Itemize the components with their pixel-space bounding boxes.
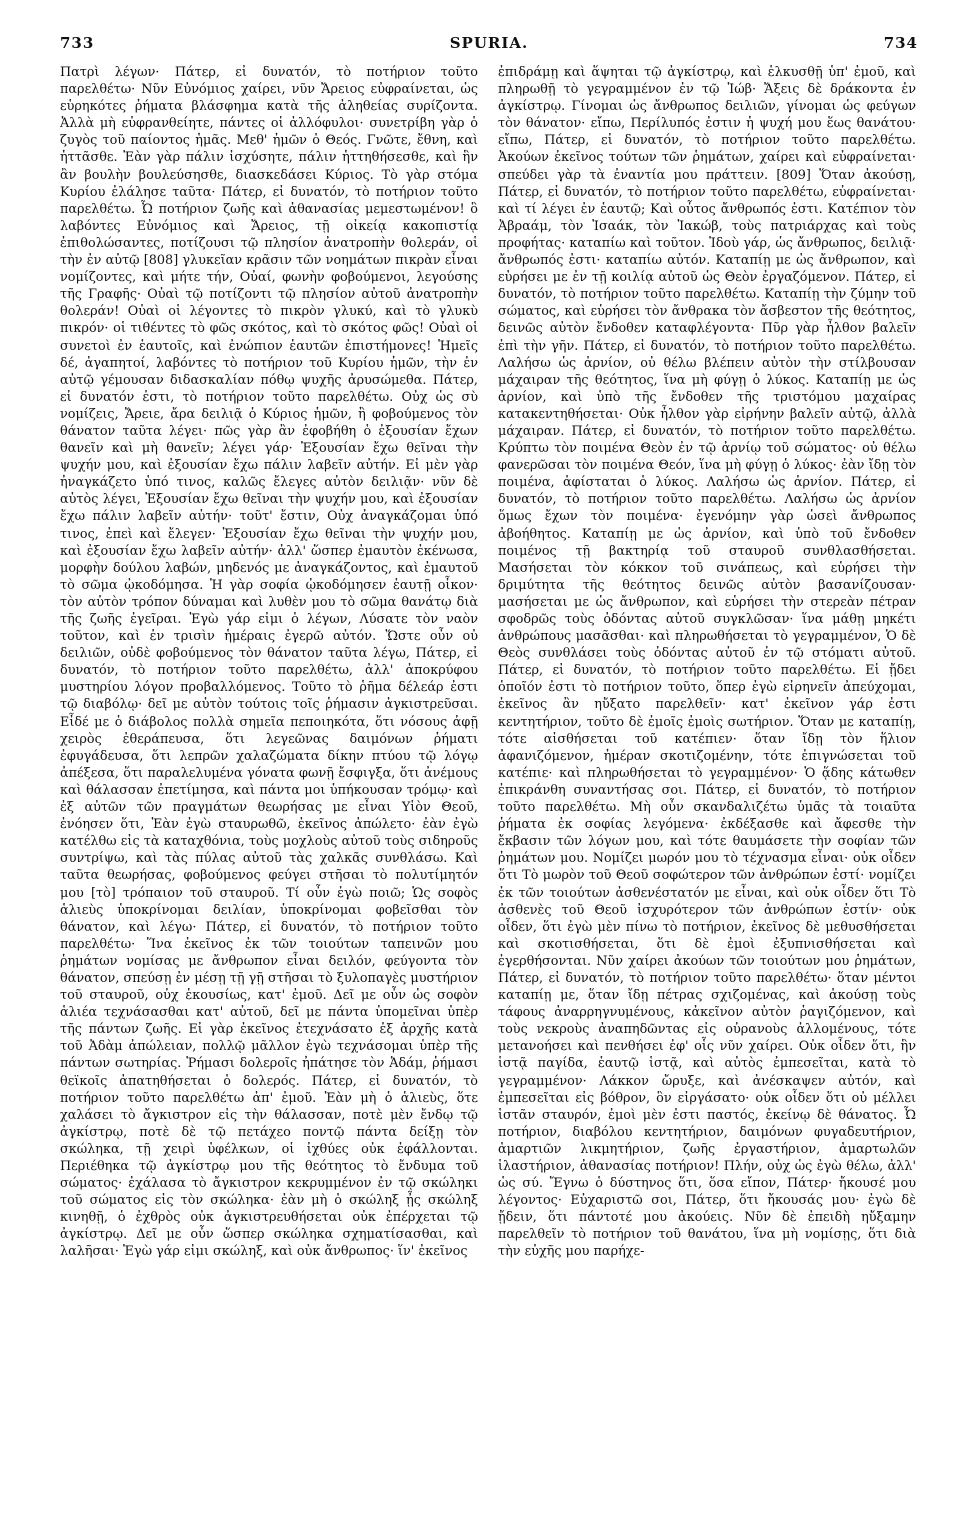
right-column-text: ἐπιδράμῃ καὶ ἅψηται τῷ ἀγκίστρῳ, καὶ ἑλκυσθῇ ὑπ' ἐμοῦ, καὶ πληρωθῇ τὸ γεγραμμένον ἐν τῷ Ἰώβ· Ἄξεις δὲ δράκοντα ἐν ἀγκίστρῳ. Γίνομαι ὡς ἄνθρωπος δειλιῶν, γίνομαι ὡς φεύγων τὸν θάνατον· εἴπω, Περίλυπός ἐστιν ἡ ψυχή μου ἕως θανάτου· εἴπω, Πάτερ, εἰ δυνατόν, τὸ ποτήριον τοῦτο παρελθέτω. Ἀκούων ἐκεῖνος τούτων τῶν ῥημάτων, χαίρει καὶ εὐφραίνεται· σπεύδει γὰρ τὰ ἐναντία μου πράττειν. [809] Ὅταν ἀκούσῃ, Πάτερ, εἰ δυνατόν, τὸ ποτήριον τοῦτο παρελθέτω, εὐφραίνεται· καὶ τί λέγει ἐν ἑαυτῷ; Καὶ οὗτος ἄνθρωπός ἐστι. Κατέπιον τὸν Ἀβραάμ, τὸν Ἰσαάκ, τὸν Ἰακώβ, τοὺς πατριάρχας καὶ τοὺς προφήτας· καταπίω καὶ τοῦτον. Ἰδοὺ γάρ, ὡς ἄνθρωπος, δειλιᾷ· ἄνθρωπός ἐστι· καταπίω αὐτόν. Καταπίῃ με ὡς ἄνθρωπον, καὶ εὑρήσει με ἐν τῇ κοιλίᾳ αὐτοῦ ὡς Θεὸν ἐργαζόμενον. Πάτερ, εἰ δυνατόν, τὸ ποτήριον τοῦτο παρελθέτω. Καταπίῃ τὴν ζύμην τοῦ σώματος, καὶ εὑρήσει τὸν ἄνθρακα τὸν ἄσβεστον τῆς θεότητος, δεινῶς αὐτὸν ἔνδοθεν καταφλέγοντα· Πῦρ γὰρ ἦλθον βαλεῖν ἐπὶ τὴν γῆν. Πάτερ, εἰ δυνατόν, τὸ ποτήριον τοῦτο παρελθέτω. Λαλήσω ὡς ἀρνίον, οὐ θέλω βλέπειν αὐτὸν τὴν στίλβουσαν μάχαιραν τῆς θεότητος, ἵνα μὴ φύγῃ ὁ λύκος. Καταπίῃ με ὡς ἀρνίον, καὶ ὑπὸ τῆς ἔνδοθεν τῆς τριστόμου μαχαίρας κατακεντηθήσεται· Οὐκ ἦλθον γὰρ εἰρήνην βαλεῖν αὐτῷ, ἀλλὰ μάχαιραν. Πάτερ, εἰ δυνατόν, τὸ ποτήριον τοῦτο παρελθέτω. Κρύπτω τὸν ποιμένα Θεὸν ἐν τῷ ἀρνίῳ τοῦ σώματος· οὐ θέλω φανερῶσαι τὸν ποιμένα Θεόν, ἵνα μὴ φύγῃ ὁ λύκος· ἐὰν ἴδῃ τὸν ποιμένα, ἀφίσταται ὁ λύκος. Λαλήσω ὡς ἀρνίον. Πάτερ, εἰ δυνατόν, τὸ ποτήριον τοῦτο παρελθέτω. Λαλήσω ὡς ἀρνίον ὅμως ἔχων τὸν ποιμένα· ἐγενόμην γὰρ ὡσεὶ ἄνθρωπος ἀβοήθητος. Καταπίῃ με ὡς ἀρνίον, καὶ ὑπὸ τοῦ ἔνδοθεν ποιμένος τῇ βακτηρίᾳ τοῦ σταυροῦ συνθλασθήσεται. Μασήσεται τὸν κόκκον τοῦ σινάπεως, καὶ εὑρήσει τὴν δριμύτητα τῆς θεότητος δεινῶς αὐτὸν βασανίζουσαν· μασήσεται με ὡς ἄνθρωπον, καὶ εὑρήσει τὴν στερεὰν πέτραν σφοδρῶς τοὺς ὀδόντας αὐτοῦ συγκλῶσαν· ἵνα μάθῃ μηκέτι ἀνθρώπους μασᾶσθαι· καὶ πληρωθήσεται τὸ γεγραμμένον, Ὁ δὲ Θεὸς συνθλάσει τοὺς ὀδόντας αὐτοῦ ἐν τῷ στόματι αὐτοῦ. Πάτερ, εἰ δυνατόν, τὸ ποτήριον τοῦτο παρελθέτω. Εἰ ᾔδει ὁποῖόν ἐστι τὸ ποτήριον τοῦτο, ὅπερ ἐγὼ εἰρηνεῖν ἀπεύχομαι, ἐκεῖνος ἂν ηὔξατο παρελθεῖν· κατ' ἐκεῖνον γάρ ἐστι κεντητήριον, τοῦτο δὲ ἐμοῖς ἐμοὶς σωτήριον. Ὅταν με καταπίῃ, τότε αἰσθήσεται τοῦ κατέπιεν· ὅταν ἴδῃ τὸν ἥλιον ἀφανιζόμενον, ἡμέραν σκοτιζομένην, τότε ἐπιγνώσεται τοῦ κατέπιε· καὶ πληρωθήσεται τὸ γεγραμμένον· Ὁ ᾅδης κάτωθεν ἐπικράνθη συναντήσας σοι. Πάτερ, εἰ δυνατόν, τὸ ποτήριον τοῦτο παρελθέτω. Μὴ οὖν σκανδαλιζέτω ὑμᾶς τὰ τοιαῦτα ῥήματα ἐκ σοφίας λεγόμενα· ἐκδέξασθε καὶ ἄφεσθε τὴν ἔκβασιν τῶν λόγων μου, καὶ τότε θαυμάσετε τὴν σοφίαν τῶν ῥημάτων μου. Νομίζει μωρόν μου τὸ τέχνασμα εἶναι· οὐκ οἶδεν ὅτι Τὸ μωρὸν τοῦ Θεοῦ σοφώτερον τῶν ἀνθρώπων ἐστί· νομίζει ἐκ τῶν τοιούτων ἀσθενέστατόν με εἶναι, καὶ οὐκ οἶδεν ὅτι Τὸ ἀσθενὲς τοῦ Θεοῦ ἰσχυρότερον τῶν ἀνθρώπων ἐστίν· οὐκ οἶδεν, ὅτι ἐγὼ μὲν πίνω τὸ ποτήριον, ἐκεῖνος δὲ μεθυσθήσεται καὶ σκοτισθήσεται, ὅτι δὲ ἐμοὶ ἐξυπνισθήσεται καὶ ἐγερθήσονται. Νῦν χαίρει ἀκούων τῶν τοιούτων μου ῥημάτων, Πάτερ, εἰ δυνατόν, τὸ ποτήριον τοῦτο παρελθέτω· ὅταν μέντοι καταπίῃ με, ὅταν ἴδῃ πέτρας σχιζομένας, καὶ ἀκούσῃ τοὺς τάφους ἀναρρηγνυμένους, κἀκεῖνον αὐτὸν ῥαγιζόμενον, καὶ τοὺς νεκροὺς ἀναπηδῶντας εἰς οὐρανοὺς ἀλλομένους, τότε μετανοήσει καὶ πενθήσει ἐφ' οἷς νῦν χαίρει. Οὐκ οἶδεν ὅτι, ἣν ἱστᾷ παγίδα, ἑαυτῷ ἱστᾷ, καὶ αὐτὸς ἐμπεσεῖται, κατὰ τὸ γεγραμμένον· Λάκκον ὤρυξε, καὶ ἀνέσκαψεν αὐτόν, καὶ ἐμπεσεῖται εἰς βόθρον, ὃν εἰργάσατο· οὐκ οἶδεν ὅτι οὐ μέλλει ἱστᾶν σταυρόν, ἐμοὶ μὲν ἐστι παστός, ἐκείνῳ δὲ θάνατος. Ὦ ποτήριον, διαβόλου κεντητήριον, δαιμόνων φυγαδευτήριον, ἁμαρτιῶν λικμητήριον, ζωῆς ἐργαστήριον, ἁμαρτωλῶν ἱλαστήριον, ἀθανασίας ποτήριον! Πλήν, οὐχ ὡς ἐγὼ θέλω, ἀλλ' ὡς σύ. Ἔγνω ὁ δύστηνος ὅτι, ὅσα εἴπον, Πάτερ· ἤκουσέ μου λέγοντος· Εὐχαριστῶ σοι, Πάτερ, ὅτι ἤκουσάς μου· ἐγὼ δὲ ᾔδειν, ὅτι πάντοτέ μου ἀκούεις. Νῦν δὲ ἐπειδὴ ηὔξαμην παρελθεῖν τὸ ποτήριον τοῦ θανάτου, ἵνα μὴ νομίσῃς, ὅτι διὰ τὴν εὐχῆς μου παρήχε- (498, 65, 916, 1260)
left-column (60, 64, 478, 1524)
running-title: SPURIA. (449, 34, 529, 52)
page-header (60, 34, 918, 56)
left-page-number: 733 (60, 34, 95, 52)
column-gutter (486, 64, 487, 1524)
right-page-number: 734 (883, 34, 918, 52)
left-column-text: Πατρὶ λέγων· Πάτερ, εἰ δυνατόν, τὸ ποτήριον τοῦτο παρελθέτω· Νῦν Εὐνόμιος χαίρει, νῦν Ἄρειος εὐφραίνεται, ὡς εὑρηκότες ῥήματα βλάσφημα κατὰ τῆς ἀληθείας συρίζοντα. Ἀλλὰ μὴ εὐφρανθείητε, πάντες οἱ ἀλλόφυλοι· συνετρίβη γὰρ ὁ ζυγὸς τοῦ παίοντος ἡμᾶς. Μεθ' ἡμῶν ὁ Θεός. Γνῶτε, ἔθνη, καὶ ἡττᾶσθε. Ἐὰν γὰρ πάλιν ἰσχύσητε, πάλιν ἡττηθήσεσθε, καὶ ἣν ἂν βουλὴν βουλεύσησθε, διασκεδάσει Κύριος. Τὸ γὰρ στόμα Κυρίου ἐλάλησε ταῦτα· Πάτερ, εἰ δυνατόν, τὸ ποτήριον τοῦτο παρελθέτω. Ὦ ποτήριον ζωῆς καὶ ἀθανασίας μεμεστωμένον! ὃ λαβόντες Εὐνόμιος καὶ Ἄρειος, τῇ οἰκείᾳ κακοπιστίᾳ ἐπιθολώσαντες, ποτίζουσι τῷ πλησίον ἀνατροπὴν θολεράν, οἱ τὴν ἐν αὐτῷ [808] γλυκεῖαν κρᾶσιν τῶν νοημάτων πικρὰν εἶναι νομίζοντες, καὶ μήτε τήν, Οὐαί, φωνὴν φοβούμενοι, λεγούσης τῆς Γραφῆς· Οὐαὶ τῷ ποτίζοντι τῷ πλησίον αὐτοῦ ἀνατροπὴν θολεράν! Οὐαὶ οἱ λέγοντες τὸ πικρὸν γλυκύ, καὶ τὸ γλυκὺ πικρόν· οἱ τιθέντες τὸ φῶς σκότος, καὶ τὸ σκότος φῶς! Οὐαὶ οἱ συνετοὶ ἐν ἑαυτοῖς, καὶ ἐνώπιον ἑαυτῶν ἐπιστήμονες! Ἡμεῖς δέ, ἀγαπητοί, λαβόντες τὸ ποτήριον τοῦ Κυρίου ἡμῶν, τὴν ἐν αὐτῷ γέμουσαν διδασκαλίαν πόθῳ ψυχῆς ἀρυσώμεθα. Πάτερ, εἰ δυνατόν ἐστι, τὸ ποτήριον τοῦτο παρελθέτω. Οὐχ ὡς σὺ νομίζεις, Ἄρειε, ἄρα δειλιᾷ ὁ Κύριος ἡμῶν, ἢ φοβούμενος τὸν θάνατον ταῦτα λέγει· πῶς γὰρ ἂν ἐφοβήθη ὁ ἐξουσίαν ἔχων θανεῖν καὶ μὴ θανεῖν; λέγει γάρ· Ἐξουσίαν ἔχω θεῖναι τὴν ψυχήν μου, καὶ ἐξουσίαν ἔχω πάλιν λαβεῖν αὐτήν. Εἰ μὲν γὰρ ἠναγκάζετο ὑπό τινος, καλῶς ἔλεγες αὐτὸν δειλιᾷν· νῦν δὲ αὐτὸς λέγει, Ἐξουσίαν ἔχω θεῖναι τὴν ψυχήν μου, καὶ ἐξουσίαν ἔχω πάλιν λαβεῖν αὐτήν· τοῦτ' ἔστιν, Οὐχ ἀναγκάζομαι ὑπό τινος, ἐπεὶ καὶ ἔλεγεν· Ἐξουσίαν ἔχω θεῖναι τὴν ψυχήν μου, καὶ ἐξουσίαν ἔχω λαβεῖν αὐτήν· ἀλλ' ὥσπερ ἐμαυτὸν ἐκένωσα, μορφὴν δούλου λαβών, μηδενός με ἀναγκάζοντος, καὶ ἐμαυτοῦ τὸ σῶμα ᾠκοδόμησα. Ἡ γὰρ σοφία ᾠκοδόμησεν ἑαυτῇ οἶκον· τὸν αὐτὸν τρόπον δύναμαι καὶ λυθὲν μου τὸ σῶμα θανάτῳ διὰ τῆς ζωῆς ἐγεῖραι. Ἐγὼ γάρ εἰμι ὁ λέγων, Λύσατε τὸν ναὸν τοῦτον, καὶ ἐν τρισὶν ἡμέραις ἐγερῶ αὐτόν. Ὥστε οὖν οὐ δειλιῶν, οὐδὲ φοβούμενος τὸν θάνατον ταῦτα λέγω, Πάτερ, εἰ δυνατόν, τὸ ποτήριον τοῦτο παρελθέτω, ἀλλ' ἀποκρύφου μυστηρίου λόγον προβαλλόμενος. Τοῦτο τὸ ῥῆμα δέλεάρ ἐστι τῷ διαβόλῳ· δεῖ με αὐτὸν τούτοις τοῖς ῥήμασιν ἀγκιστρεῦσαι. Εἶδέ με ὁ διάβολος πολλὰ σημεῖα πεποιηκότα, ὅτι νόσους ἀφῇ χειρὸς ἐθεράπευσα, ὅτι λεγεῶνας δαιμόνων ῥήματι ἐφυγάδευσα, ὅτι λεπρῶν χαλαζώματα δίκην πτύου τῷ λόγῳ ἀπέξεσα, ὅτι παραλελυμένα γόνατα φωνῇ ἔσφιγξα, ὅτι ἀνέμους καὶ θάλασσαν ἐπετίμησα, καὶ πάντα μοι ὑπήκουσαν τρόμῳ· καὶ ἐξ αὐτῶν τῶν πραγμάτων θεωρήσας με εἶναι Υἱὸν Θεοῦ, ἐνόησεν ὅτι, Ἐὰν ἐγὼ σταυρωθῶ, ἐκεῖνος ἀπώλετο· ἐὰν ἐγὼ κατέλθω εἰς τὰ καταχθόνια, τοὺς μοχλοὺς αὐτοῦ τοὺς σιδηροῦς συντρίψω, καὶ τὰς πύλας αὐτοῦ τὰς χαλκᾶς συνθλάσω. Καὶ ταῦτα θεωρήσας, φοβούμενος φεύγει στῆσαι τὸ πολυτίμητόν μου [τὸ] τρόπαιον τοῦ σταυροῦ. Τί οὖν ἐγὼ ποιῶ; Ὡς σοφὸς ἁλιεὺς ὑποκρίνομαι δειλίαν, ὑποκρίνομαι φοβεῖσθαι τὸν θάνατον, καὶ λέγω· Πάτερ, εἰ δυνατόν, τὸ ποτήριον τοῦτο παρελθέτω· Ἵνα ἐκεῖνος ἐκ τῶν τοιούτων ταπεινῶν μου ῥημάτων νομίσας με ἄνθρωπον εἶναι δειλόν, φεύγοντα τὸν θάνατον, σπεύσῃ ἐν μέσῃ τῇ γῇ στῆσαι τὸ ξυλοπαγὲς μυστήριον τοῦ σταυροῦ, οὐχ ἑκουσίως, κατ' ἐμοῦ. Δεῖ με οὖν ὡς σοφὸν ἁλιέα τεχνάσασθαι κατ' αὐτοῦ, δεῖ με πάντα ὑπομεῖναι ὑπὲρ τῆς πάντων ζωῆς. Εἰ γὰρ ἐκεῖνος ἐτεχνάσατο ἐξ ἀρχῆς κατὰ τοῦ Ἀδὰμ ἀπώλειαν, πολλῷ μᾶλλον ἐγὼ τεχνάσομαι ὑπὲρ τῆς πάντων σωτηρίας. Ῥήμασι δολεροῖς ἠπάτησε τὸν Ἀδάμ, ῥήμασι θεϊκοῖς ἀπατηθήσεται ὁ δολερός. Πάτερ, εἰ δυνατόν, τὸ ποτήριον τοῦτο παρελθέτω ἀπ' ἐμοῦ. Ἐὰν μὴ ὁ ἁλιεὺς, ὅτε χαλάσει τὸ ἄγκιστρον εἰς τὴν θάλασσαν, ποτὲ μὲν ἔνδῳ τῷ ἀγκίστρῳ, ποτὲ δὲ τῷ πετάχεο ποντῷ πάντα δείξῃ τὸν σκώληκα, τῇ χειρὶ ὑφέλκων, οἱ ἰχθύες οὐκ ἐφάλλονται. Περιέθηκα τῷ ἀγκίστρῳ μου τῆς θεότητος τὸ ἔνδυμα τοῦ σώματος· ἐχάλασα τὸ ἄγκιστρον κεκρυμμένον ἐν τῷ σκώληκι τοῦ σώματος εἰς τὸν σκώληκα· ἐὰν μὴ ὁ σκώληξ ᾖς σκώληξ κινηθῇ, ὁ ἐχθρὸς οὐκ ἀγκιστρευθήσεται οὐκ ἐπέρχεται τῷ ἀγκίστρῳ. Δεῖ με οὖν ὥσπερ σκώληκα σχηματίσασθαι, καὶ λαλῆσαι· Ἐγὼ γάρ εἰμι σκώληξ, καὶ οὐκ ἄνθρωπος· ἵν' ἐκεῖνος (60, 65, 478, 1260)
right-column (498, 64, 916, 1524)
